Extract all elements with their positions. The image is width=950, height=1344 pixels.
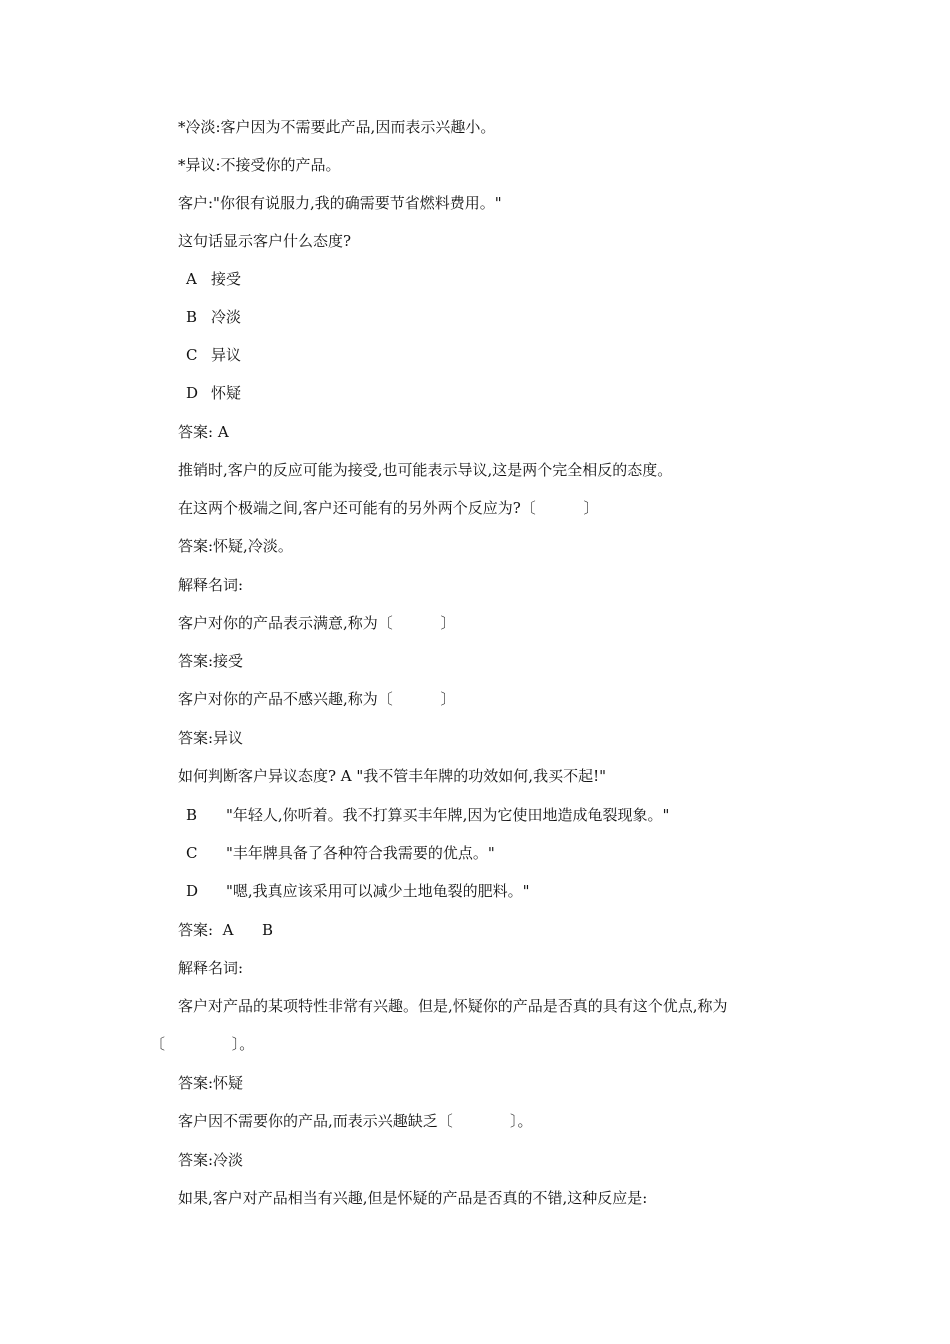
option-text: 接受 [211,270,242,288]
definition-lengdan: *冷淡:客户因为不需要此产品,因而表示兴趣小。 [178,118,496,136]
question-6: 客户对产品的某项特性非常有兴趣。但是,怀疑你的产品是否真的具有这个优点,称为 [178,997,728,1015]
option-letter: C [186,844,198,862]
option-letter: A [186,270,197,288]
q5-option-b [186,805,669,825]
option-letter: C [186,346,198,364]
section-heading-terms: 解释名词: [178,576,244,594]
answer-2: 答案:怀疑,冷淡。 [178,537,293,555]
question-7: 客户因不需要你的产品,而表示兴趣缺乏〔 〕。 [178,1112,533,1130]
customer-quote: 客户:"你很有说服力,我的确需要节省燃料费用。" [178,194,502,212]
option-letter: D [186,882,199,900]
question-8: 如果,客户对产品相当有兴趣,但是怀疑的产品是否真的不错,这种反应是: [178,1189,648,1207]
option-text: "嗯,我真应该采用可以减少土地龟裂的肥料。" [226,882,530,900]
answer-6: 答案:怀疑 [178,1074,244,1092]
answer-3: 答案:接受 [178,652,244,670]
option-text: "年轻人,你听着。我不打算买丰年牌,因为它使田地造成龟裂现象。" [226,806,670,824]
option-text: 冷淡 [211,308,242,326]
q1-option-d [186,383,241,403]
question-5: 如何判断客户异议态度? A "我不管丰年牌的功效如何,我买不起!" [178,767,607,785]
q1-option-b [186,307,241,327]
answer-7: 答案:冷淡 [178,1151,244,1169]
q5-option-d [186,881,530,901]
option-text: 怀疑 [211,384,242,402]
answer-1: 答案: A [178,423,229,441]
question-4: 客户对你的产品不感兴趣,称为〔 〕 [178,690,456,708]
option-text: "丰年牌具备了各种符合我需要的优点。" [226,844,495,862]
section-heading-terms-2: 解释名词: [178,959,244,977]
definition-yiyi: *异议:不接受你的产品。 [178,156,341,174]
option-letter: B [186,308,198,326]
answer-4: 答案:异议 [178,729,244,747]
question-1: 这句话显示客户什么态度? [178,232,352,250]
q1-option-a [186,269,241,289]
q1-option-c [186,345,241,365]
question-3: 客户对你的产品表示满意,称为〔 〕 [178,614,456,632]
paragraph-sales-reaction: 推销时,客户的反应可能为接受,也可能表示导议,这是两个完全相反的态度。 [178,461,673,479]
option-letter: B [186,806,198,824]
answer-5: 答案: A B [178,921,274,939]
question-2: 在这两个极端之间,客户还可能有的另外两个反应为?〔 〕 [178,499,599,517]
option-letter: D [186,384,199,402]
question-6-continued: 〔 〕。 [150,1035,255,1053]
q5-option-c [186,843,495,863]
option-text: 异议 [211,346,242,364]
